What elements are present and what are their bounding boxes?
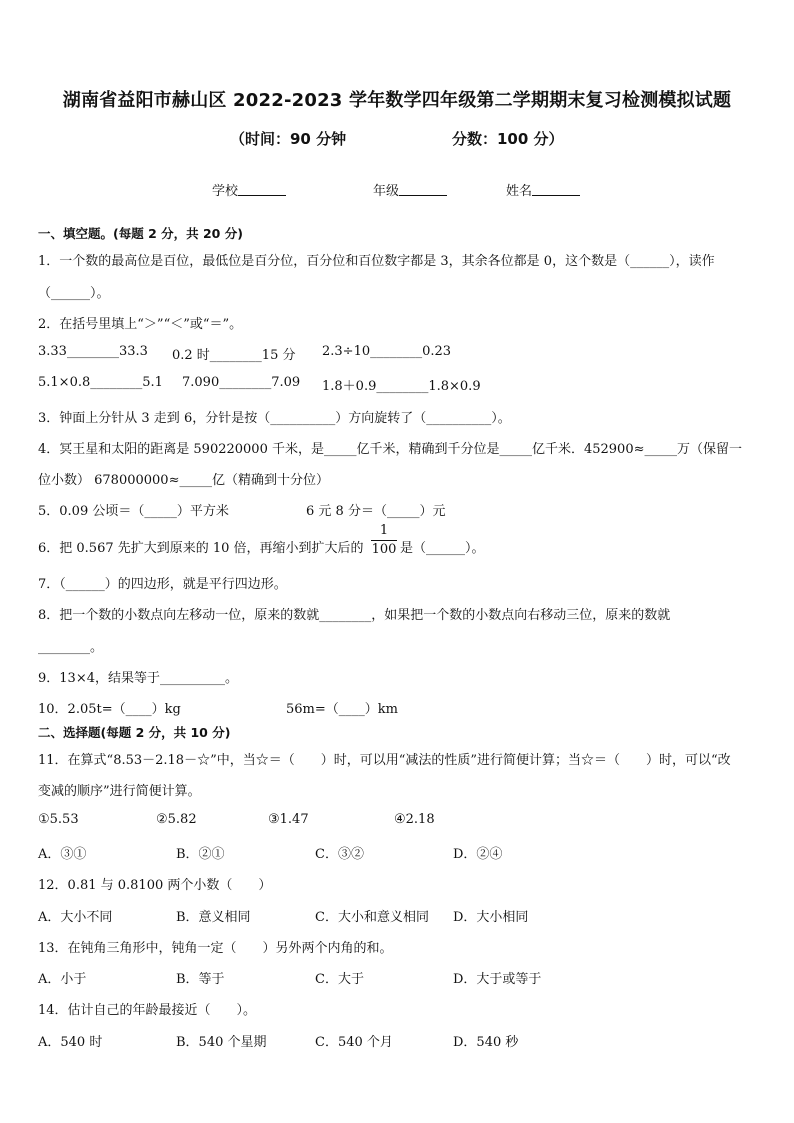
question-7: 7．（______）的四边形，就是平行四边形。	[38, 577, 287, 592]
q11-option-b[interactable]: B．②①	[176, 847, 225, 862]
q14-option-a[interactable]: A．540 时	[38, 1035, 103, 1050]
question-14: 14．估计自己的年龄最接近（ ）。	[38, 1003, 257, 1018]
question-5b: 6 元 8 分＝（_____）元	[306, 504, 446, 519]
school-field[interactable]	[212, 180, 286, 199]
q2-item: 2.3÷10________0.23	[322, 344, 452, 359]
question-4-line2: 位小数） 678000000≈_____亿（精确到十分位）	[38, 473, 329, 488]
q13-option-c[interactable]: C．大于	[315, 972, 364, 987]
q2-item: 0.2 时________15 分	[172, 348, 296, 363]
question-10a: 10．2.05t=（____）kg	[38, 702, 181, 717]
q14-option-c[interactable]: C．540 个月	[315, 1035, 393, 1050]
question-1-line1: 1．一个数的最高位是百位，最低位是百分位，百分位和百位数字都是 3，其余各位都是 0，这个数是（______），读作	[38, 254, 715, 269]
grade-blank[interactable]	[399, 182, 447, 196]
q11-option-a[interactable]: A．③①	[38, 847, 87, 862]
q2-item: 7.090________7.09	[182, 375, 301, 390]
name-label: 姓名	[506, 184, 533, 199]
q11-item: ④2.18	[394, 812, 435, 827]
q14-option-b[interactable]: B．540 个星期	[176, 1035, 267, 1050]
q13-option-a[interactable]: A．小于	[38, 972, 87, 987]
question-12: 12．0.81 与 0.8100 两个小数（ ）	[38, 878, 272, 893]
question-9: 9．13×4，结果等于__________。	[38, 671, 238, 686]
fraction-denominator: 100	[371, 542, 397, 557]
question-8-line2: ________。	[38, 640, 104, 655]
q2-item: 5.1×0.8________5.1	[38, 375, 163, 390]
question-11-line2: 变减的顺序”进行简便计算。	[38, 784, 201, 799]
school-blank[interactable]	[238, 182, 286, 196]
school-label: 学校	[212, 184, 239, 199]
grade-field[interactable]	[373, 180, 447, 199]
section2-heading: 二、选择题(每题 2 分，共 10 分)	[38, 725, 231, 740]
q12-option-d[interactable]: D．大小相同	[453, 910, 529, 925]
q2-item: 1.8＋0.9________1.8×0.9	[322, 379, 481, 394]
q12-option-c[interactable]: C．大小和意义相同	[315, 910, 429, 925]
fraction-numerator: 1	[379, 523, 389, 538]
name-blank[interactable]	[532, 182, 580, 196]
question-1-line2: （______）。	[38, 286, 110, 301]
exam-title: 湖南省益阳市赫山区 2022-2023 学年数学四年级第二学期期末复习检测模拟试题	[62, 90, 732, 111]
section1-heading: 一、填空题。(每题 2 分，共 20 分)	[38, 226, 243, 241]
question-2: 2．在括号里填上“＞”“＜”或“＝”。	[38, 317, 243, 332]
exam-score: 分数：100 分）	[452, 130, 564, 148]
fraction-one-hundredth	[371, 523, 397, 558]
fraction-bar	[371, 540, 397, 541]
question-5a: 5．0.09 公顷＝（_____）平方米	[38, 504, 229, 519]
question-13: 13．在钝角三角形中，钝角一定（ ）另外两个内角的和。	[38, 941, 393, 956]
grade-label: 年级	[373, 184, 400, 199]
q11-item: ③1.47	[268, 812, 309, 827]
q2-item: 3.33________33.3	[38, 344, 148, 359]
name-field[interactable]	[506, 180, 580, 199]
q12-option-b[interactable]: B．意义相同	[176, 910, 251, 925]
q13-option-b[interactable]: B．等于	[176, 972, 225, 987]
question-3: 3．钟面上分针从 3 走到 6，分针是按（__________）方向旋转了（__________）。	[38, 411, 511, 426]
q13-option-d[interactable]: D．大于或等于	[453, 972, 542, 987]
exam-time: （时间：90 分钟	[230, 130, 347, 148]
q11-option-c[interactable]: C．③②	[315, 847, 364, 862]
question-4-line1: 4．冥王星和太阳的距离是 590220000 千米，是_____亿千米，精确到千分位是_____亿千米．452900≈_____万（保留一	[38, 442, 742, 457]
question-6-text: 6．把 0.567 先扩大到原来的 10 倍，再缩小到扩大后的	[38, 541, 364, 556]
q11-option-d[interactable]: D．②④	[453, 847, 503, 862]
question-10b: 56m=（____）km	[286, 702, 398, 717]
q12-option-a[interactable]: A．大小不同	[38, 910, 113, 925]
q14-option-d[interactable]: D．540 秒	[453, 1035, 519, 1050]
question-8-line1: 8．把一个数的小数点向左移动一位，原来的数就________，如果把一个数的小数点向右移动三位，原来的数就	[38, 608, 671, 623]
question-11-line1: 11．在算式“8.53－2.18－☆”中，当☆＝（ ）时，可以用“减法的性质”进行简便计算；当☆＝（ ）时，可以“改	[38, 753, 731, 768]
q11-item: ①5.53	[38, 812, 79, 827]
q11-item: ②5.82	[156, 812, 197, 827]
question-6-tail: 是（______）。	[400, 541, 485, 556]
